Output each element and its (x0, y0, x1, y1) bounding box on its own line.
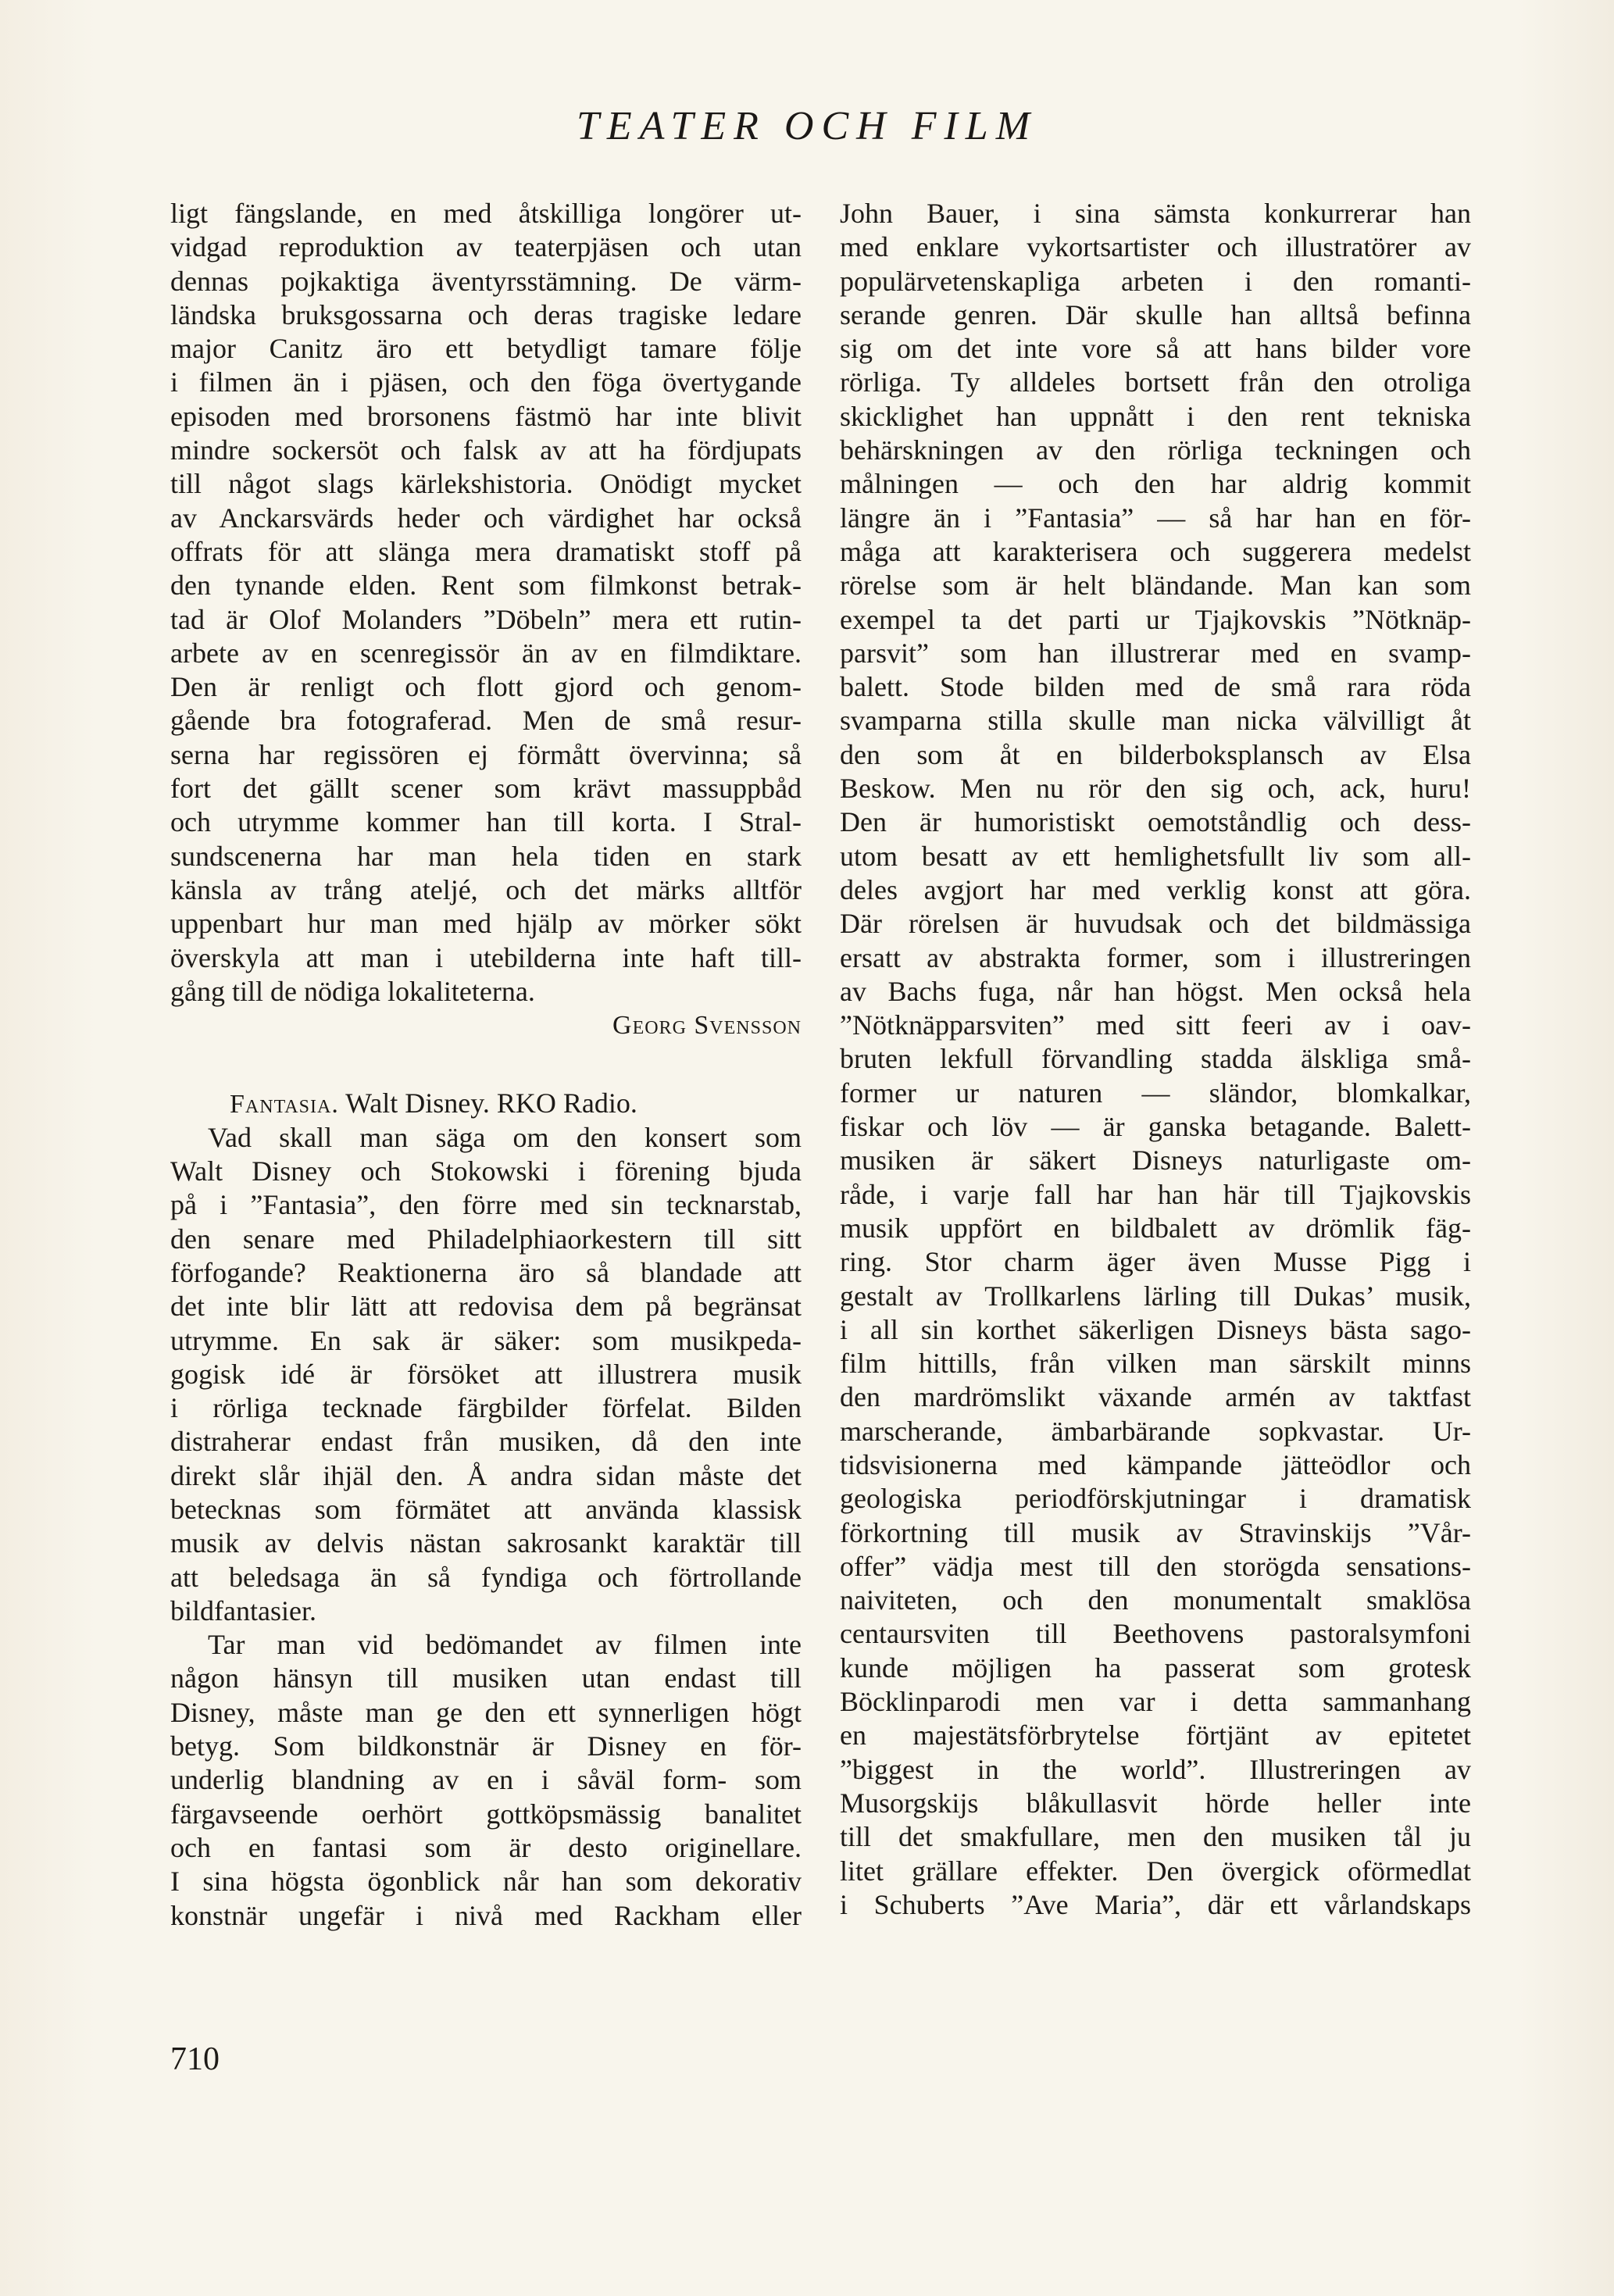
text-line: ländska bruksgossarna och deras tragiske ledare (170, 298, 802, 330)
film-title: Fantasia. (230, 1090, 339, 1119)
text-line: behärskningen av den rörliga teckningen och (840, 434, 1471, 466)
review-continuation (840, 197, 1471, 1922)
left-column (170, 197, 802, 1933)
text-line: utrymme. En sak är säker: som musikpeda- (170, 1324, 802, 1356)
text-line: någon hänsyn till musiken utan endast till (170, 1662, 802, 1694)
review-paragraph-2 (170, 1628, 802, 1933)
text-line: ligt fängslande, en med åtskilliga longörer ut- (170, 198, 802, 229)
text-line: Tar man vid bedömandet av filmen inte (208, 1629, 802, 1661)
text-line: offer” vädja mest till den storögda sensations- (840, 1550, 1471, 1582)
text-line: av Anckarsvärds heder och värdighet har också (170, 502, 802, 534)
text-line: ”Nötknäpparsviten” med sitt feeri av i oav- (840, 1009, 1471, 1041)
text-line: tad är Olof Molanders ”Döbeln” mera ett rutin- (170, 603, 802, 635)
text-line: den som åt en bilderboksplansch av Elsa (840, 738, 1471, 770)
text-line: att beledsaga än så fyndiga och förtrollande (170, 1561, 802, 1593)
text-line: gång till de nödiga lokaliteterna. (170, 975, 535, 1007)
text-line: med enklare vykortsartister och illustratörer av (840, 231, 1471, 263)
text-line: betecknas som förmätet att använda klassisk (170, 1493, 802, 1525)
film-credits: Walt Disney. RKO Radio. (338, 1087, 637, 1119)
text-line: förkortning till musik av Stravinskijs ”Vår- (840, 1516, 1471, 1548)
previous-review-text (170, 197, 802, 1009)
right-column (840, 197, 1471, 1922)
text-line: det inte blir lätt att redovisa dem på begränsat (170, 1291, 802, 1323)
text-line: sig om det inte vore så att hans bilder vore (840, 333, 1471, 365)
text-line: serna har regissören ej förmått övervinna; så (170, 738, 802, 770)
text-line: Den är humoristiskt oemotståndlig och dess- (840, 806, 1471, 838)
text-line: konstnär ungefär i nivå med Rackham eller (170, 1899, 802, 1931)
text-line: Musorgskijs blåkullasvit hörde heller inte (840, 1787, 1471, 1819)
text-line: av Bachs fuga, når han högst. Men också hela (840, 975, 1471, 1007)
text-line: fiskar och löv — är ganska betagande. Balett- (840, 1111, 1471, 1143)
text-line: känsla av trång ateljé, och det märks alltför (170, 873, 802, 905)
text-line: populärvetenskapliga arbeten i den romanti- (840, 265, 1471, 297)
text-line: i filmen än i pjäsen, och den föga övertygande (170, 366, 802, 398)
text-line: centaursviten till Beethovens pastoralsymfoni (840, 1618, 1471, 1650)
text-line: rörliga. Ty alldeles bortsett från den otroliga (840, 366, 1471, 398)
review-heading (170, 1087, 802, 1120)
text-line: ”biggest in the world”. Illustreringen av (840, 1753, 1471, 1785)
review-paragraph-1 (170, 1121, 802, 1628)
text-line: färgavseende oerhört gottköpsmässig banalitet (170, 1798, 802, 1830)
text-line: serande genren. Där skulle han alltså befinna (840, 298, 1471, 330)
text-line: betyg. Som bildkonstnär är Disney en för- (170, 1730, 802, 1762)
text-line: till det smakfullare, men den musiken tål ju (840, 1821, 1471, 1853)
text-line: musik av delvis nästan sakrosankt karaktär till (170, 1527, 802, 1559)
text-line: musik uppfört en bildbalett av drömlik fäg- (840, 1212, 1471, 1244)
text-line: offrats för att slänga mera dramatiskt stoff på (170, 535, 802, 567)
text-line: former ur naturen — sländor, blomkalkar, (840, 1077, 1471, 1109)
text-line: målningen — och den har aldrig kommit (840, 468, 1471, 500)
text-line: förfogande? Reaktionerna äro så blandade att (170, 1256, 802, 1288)
text-line: gestalt av Trollkarlens lärling till Dukas’ musik, (840, 1280, 1471, 1312)
text-line: tidsvisionerna med kämpande jätteödlor och (840, 1448, 1471, 1480)
text-line: ersatt av abstrakta former, som i illustreringen (840, 941, 1471, 973)
text-line: vidgad reproduktion av teaterpjäsen och utan (170, 231, 802, 263)
section-gap (170, 1042, 802, 1087)
text-line: och utrymme kommer han till korta. I Stral- (170, 806, 802, 838)
text-line: Böcklinparodi men var i detta sammanhang (840, 1686, 1471, 1718)
text-line: balett. Stode bilden med de små rara röda (840, 671, 1471, 703)
text-line: dennas pojkaktiga äventyrsstämning. De värm- (170, 265, 802, 297)
text-line: på i ”Fantasia”, den förre med sin tecknarstab, (170, 1189, 802, 1221)
text-line: kunde möjligen ha passerat som grotesk (840, 1651, 1471, 1684)
text-line: deles avgjort har med verklig konst att göra. (840, 873, 1471, 905)
text-line: en majestätsförbrytelse förtjänt av epitetet (840, 1719, 1471, 1751)
text-line: geologiska periodförskjutningar i dramatisk (840, 1483, 1471, 1515)
text-line: episoden med brorsonens fästmö har inte blivit (170, 400, 802, 432)
text-line: den mardrömslikt växande armén av taktfast (840, 1381, 1471, 1413)
text-line: I sina högsta ögonblick når han som dekorativ (170, 1866, 802, 1898)
text-line: svamparna stilla skulle man nicka välvilligt åt (840, 705, 1471, 737)
text-line: i Schuberts ”Ave Maria”, där ett vårlandskaps (840, 1888, 1471, 1920)
text-line: den senare med Philadelphiaorkestern till sitt (170, 1223, 802, 1255)
text-line: bruten lekfull förvandling stadda älskliga små- (840, 1043, 1471, 1075)
text-line: bildfantasier. (170, 1594, 316, 1626)
text-line: fort det gällt scener som krävt massuppbåd (170, 773, 802, 805)
text-line: marscherande, ämbarbärande sopkvastar. Ur- (840, 1415, 1471, 1447)
reviewer-signature: Georg Svensson (612, 1011, 802, 1041)
text-line: major Canitz äro ett betydligt tamare följe (170, 333, 802, 365)
text-line: Vad skall man säga om den konsert som (208, 1121, 802, 1153)
text-line: och en fantasi som är desto originellare. (170, 1831, 802, 1863)
text-line: den tynande elden. Rent som filmkonst betrak- (170, 570, 802, 602)
text-line: ring. Stor charm äger även Musse Pigg i (840, 1246, 1471, 1278)
text-line: John Bauer, i sina sämsta konkurrerar han (840, 198, 1471, 229)
text-line: längre än i ”Fantasia” — så har han en för- (840, 502, 1471, 534)
text-line: direkt slår ihjäl den. Å andra sidan måste det (170, 1459, 802, 1491)
text-line: rörelse som är helt bländande. Man kan som (840, 570, 1471, 602)
text-line: Där rörelsen är huvudsak och det bildmässiga (840, 908, 1471, 940)
running-head: TEATER OCH FILM (576, 104, 1038, 148)
text-line: exempel ta det parti ur Tjajkovskis ”Nötknäp- (840, 603, 1471, 635)
text-line: mindre sockersöt och falsk av att ha fördjupats (170, 434, 802, 466)
text-line: Beskow. Men nu rör den sig och, ack, huru! (840, 773, 1471, 805)
text-line: arbete av en scenregissör än av en filmdiktare. (170, 637, 802, 669)
text-line: sundscenerna har man hela tiden en stark (170, 840, 802, 872)
page-number: 710 (170, 2041, 220, 2077)
text-line: Disney, måste man ge den ett synnerligen högt (170, 1696, 802, 1728)
text-line: råde, i varje fall har han här till Tjajkovskis (840, 1178, 1471, 1210)
text-line: skicklighet han uppnått i den rent tekniska (840, 400, 1471, 432)
text-line: utom besatt av ett hemlighetsfullt liv som all- (840, 840, 1471, 872)
text-line: överskyla att man i utebilderna inte haft till- (170, 941, 802, 973)
text-line: litet grällare effekter. Den övergick oförmedlat (840, 1855, 1471, 1887)
text-line: musiken är säkert Disneys naturligaste om- (840, 1144, 1471, 1177)
text-line: uppenbart hur man med hjälp av mörker sökt (170, 908, 802, 940)
text-line: gogisk idé är försöket att illustrera musik (170, 1358, 802, 1390)
text-line: i rörliga tecknade färgbilder förfelat. Bilden (170, 1392, 802, 1424)
text-line: Den är renligt och flott gjord och genom- (170, 671, 802, 703)
text-line: parsvit” som han illustrerar med en svamp- (840, 637, 1471, 669)
text-line: till något slags kärlekshistoria. Onödigt mycket (170, 468, 802, 500)
text-line: naiviteten, och den monumentalt smaklösa (840, 1584, 1471, 1616)
text-line: distraherar endast från musiken, då den inte (170, 1426, 802, 1458)
text-line: i all sin korthet säkerligen Disneys bästa sago- (840, 1313, 1471, 1345)
text-line: underlig blandning av en i såväl form- som (170, 1764, 802, 1796)
text-line: gående bra fotograferad. Men de små resur- (170, 705, 802, 737)
text-line: film hittills, från vilken man särskilt minns (840, 1348, 1471, 1380)
text-line: måga att karakterisera och suggerera medelst (840, 535, 1471, 567)
text-line: Walt Disney och Stokowski i förening bjuda (170, 1155, 802, 1187)
